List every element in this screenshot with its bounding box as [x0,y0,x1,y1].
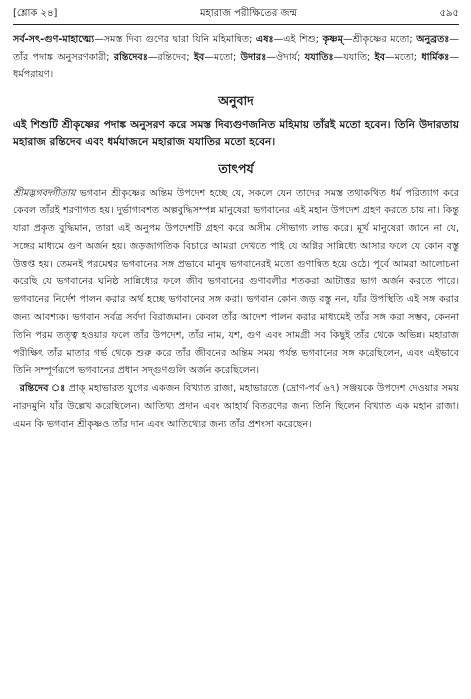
synonym-meaning: —রন্তিদেব; [147,51,194,63]
synonym-term: ইব [193,51,205,63]
header-divider [13,24,459,25]
purport-text: ভগবান শ্রীকৃষ্ণের অন্তিম উপদেশ হচ্ছে যে, সকলে যেন তাদের সমস্ত তথাকথিত ধর্ম পরিত্যাগ করে কেবল তাঁরই শরণাগত হয়। দুর্ভাগ্যবশত অল্পবুদ্ধিসম্পন্ন মানুষেরা ভগবানের এই মহান উপদেশ গ্রহণ করতে চায় না। কিন্তু যারা প্রকৃত বুদ্ধিমান, তারা এই অনুপম উপদেশটি গ্রহণ করে অসীম সৌভাগ্য লাভ করে। মূর্খ মানুষেরা জানে না যে, সঙ্গের মাধ্যমে গুণ অর্জন হয়। জড়জাগতিক বিচারে আমরা দেখতে পাই যে অগ্নির সান্নিধ্যে আসার ফলে যে কোন বস্তু উত্তপ্ত হয়। তেমনই পরমেশ্বর ভগবানের সঙ্গ প্রভাবে মানুষ ভগবানেরই মতো গুণান্বিত হয়ে ওঠে। পূর্বে আমরা আলোচনা করেছি যে ভগবানের ঘনিষ্ঠ সান্নিধ্যের ফলে জীব ভগবানের গুণাবলীর শতকরা আটাত্তর ভাগ অর্জন করতে পারে। ভগবানের নির্দেশ পালন করার অর্থ হচ্ছে ভগবানের সঙ্গ করা। ভগবান কোন জড় বস্তু নন, যাঁর উপস্থিতি এই সঙ্গ করার জন্য আবশ্যক। ভগবান সর্বত্র সর্বদা বিরাজমান। কেবল তাঁর আদেশ পালন করার মাধ্যমেই তাঁর সঙ্গ করা সম্ভব, কেননা তিনি পরম তত্ত্ব হওয়ার ফলে তাঁর উপদেশ, তাঁর নাম, যশ, গুণ এবং সামগ্রী সব কিছুই তাঁর থেকে অভিন্ন। মহারাজ পরীক্ষিৎ তাঁর মাতার গর্ভ থেকে শুরু করে তাঁর জীবনের অন্তিম সময় পর্যন্ত ভগবানের সঙ্গ করেছিলেন, এবং এইভাবে তিনি সম্পূর্ণরূপে ভগবানের প্রধান সদ্গুণগুলি অর্জন করেছিলেন। [13,187,459,377]
synonym-term: রন্তিদেবঃ [113,51,148,63]
synonym-meaning: —শ্রীকৃষ্ণের মতো; [342,34,417,45]
verse-reference: [শ্লোক ২৪] [13,8,58,19]
synonym-term: অনুব্রতঃ [416,34,450,45]
translation-text: এই শিশুটি শ্রীকৃষ্ণের পদাঙ্ক অনুসরণ করে সমস্ত দিব্যগুণজনিত মহিমায় তাঁরই মতো হবেন। তিনি উদারতায় মহারাজ রন্তিদেব এবং ধর্মযাজনে মহারাজ যযাতির মতো হবেন। [13,118,459,148]
synonym-meaning: —ধর্মপরায়ণ। [13,51,459,80]
translation-heading: অনুবাদ [218,92,254,108]
synonym-term: ইব [374,51,385,63]
synonym-meaning: —মতো; [204,51,241,63]
synonym-meaning: —যযাতি; [333,51,375,63]
purport-paragraph [13,185,459,381]
synonym-term: কৃষ্ণম্ [322,34,343,45]
synonym-meaning: —মতো; [384,51,422,63]
synonym-meaning: —তাঁর পদাঙ্ক অনুসরণকারী; [13,34,460,63]
purport-text: প্রাক্ মহাভারত যুগের একজন বিখ্যাত রাজা, মহাভারতে (দ্রোণ-পর্ব ৬৭) সঞ্জয়কে উপদেশ দেওয়ার সময় নারদমুনি যাঁর উল্লেখ করেছিলেন। আতিথ্য প্রদান এবং আহার্য বিতরণের জন্য তিনি ছিলেন বিখ্যাত এক মহান রাজা। এমন কি ভগবান শ্রীকৃষ্ণও তাঁর দান এবং আতিথ্যের জন্য তাঁর প্রশংসা করেছেন। [13,383,459,430]
chapter-title: মহারাজ পরীক্ষিতের জন্ম [199,8,298,19]
purport-body [13,185,459,434]
synonym-term: এষঃ [255,34,274,45]
page-header [13,6,459,22]
synonym-term: ধার্মিকঃ [421,51,450,63]
page-number: ৫৯৫ [439,8,459,19]
synonym-meaning: —সমস্ত দিব্য গুণের দ্বারা যিনি মহিমান্বিত; [94,34,256,45]
scripture-title: শ্রীমদ্ভগবদ্গীতায় [13,187,76,199]
word-synonyms [13,31,459,84]
synonym-meaning: —এই শিশু; [273,34,323,45]
synonym-term: উদারঃ [240,51,267,63]
synonym-term: যযাতিঃ [304,51,334,63]
purport-paragraph [13,380,459,433]
purport-heading: তাৎপর্য [218,160,254,176]
purport-term: রন্তিদেব ঃ [19,383,66,395]
synonym-term: সর্ব-সৎ-গুণ-মাহাত্ম্যে [13,34,95,45]
synonym-meaning: —ঔদার্য; [266,51,305,63]
